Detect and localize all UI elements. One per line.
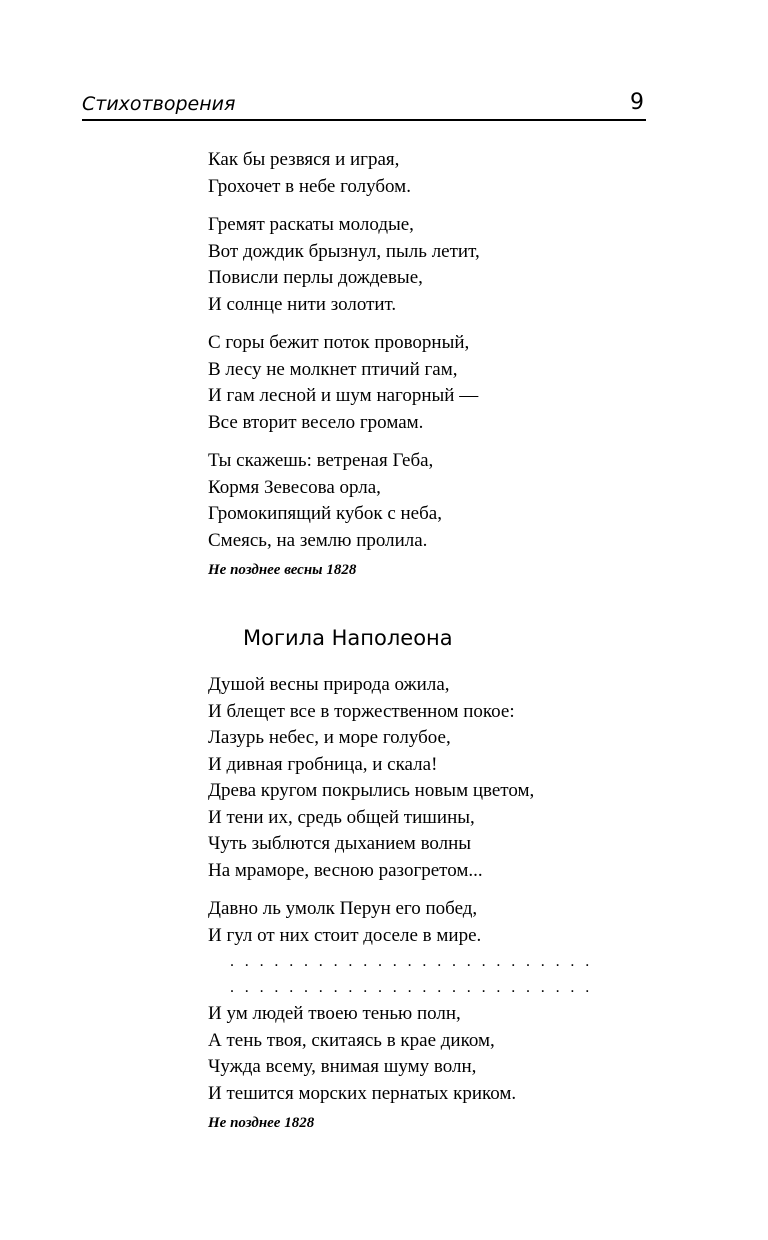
- verse-line: И дивная гробница, и скала!: [208, 753, 438, 775]
- verse-line: Древа кругом покрылись новым цветом,: [208, 780, 535, 801]
- running-head: [82, 88, 646, 122]
- verse-line: Повисли перлы дождевые,: [208, 267, 423, 288]
- verse-line: И тешится морских пернатых криком.: [208, 1082, 517, 1104]
- stanza: [208, 896, 668, 949]
- verse-line: Как бы резвяся и играя,: [208, 149, 400, 170]
- verse-line: Кормя Зевесова орла,: [208, 476, 381, 498]
- omission-marks: [208, 949, 668, 1001]
- header-rule: [82, 119, 646, 121]
- verse-line: Все вторит весело громам.: [208, 411, 424, 433]
- poem-continuation: [208, 147, 668, 580]
- verse-line: На мраморе, весною разогретом...: [208, 859, 483, 881]
- verse-line: Смеясь, на землю пролила.: [208, 529, 428, 551]
- stanza: [208, 330, 668, 436]
- verse-line: И солнце нити золотит.: [208, 293, 397, 315]
- verse-line: И гам лесной и шум нагорный —: [208, 385, 479, 406]
- verse-line: Чуть зыблются дыханием волны: [208, 833, 472, 854]
- poem-date: Не позднее весны 1828: [208, 562, 357, 578]
- stanza: [208, 212, 668, 318]
- verse-line: И ум людей твоею тенью полн,: [208, 1003, 461, 1024]
- verse-line: Гремят раскаты молодые,: [208, 214, 414, 235]
- verse-line: Вот дождик брызнул, пыль летит,: [208, 240, 480, 262]
- verse-line: Ты скажешь: ветреная Геба,: [208, 450, 434, 471]
- verse-line: Давно ль умолк Перун его побед,: [208, 898, 478, 919]
- verse-line: Лазурь небес, и море голубое,: [208, 727, 451, 748]
- ellipsis-line: . . . . . . . . . . . . . . . . . . . . . . . . .: [230, 979, 593, 996]
- verse-line: Душой весны природа ожила,: [208, 674, 450, 695]
- verse-line: Громокипящий кубок с неба,: [208, 503, 442, 524]
- page-number: 9: [630, 90, 644, 115]
- verse-line: Чужда всему, внимая шуму волн,: [208, 1056, 477, 1077]
- verse-line: И тени их, средь общей тишины,: [208, 806, 475, 828]
- ellipsis-line: . . . . . . . . . . . . . . . . . . . . . . . . .: [230, 953, 593, 970]
- stanza: [208, 1001, 668, 1107]
- verse-line: В лесу не молкнет птичий гам,: [208, 358, 458, 380]
- poem-date: Не позднее 1828: [208, 1115, 315, 1131]
- stanza: [208, 672, 668, 884]
- stanza: [208, 448, 668, 554]
- verse-line: А тень твоя, скитаясь в крае диком,: [208, 1029, 495, 1051]
- verse-line: Грохочет в небе голубом.: [208, 175, 411, 197]
- verse-line: И гул от них стоит доселе в мире.: [208, 924, 482, 946]
- poem-title: Могила Наполеона: [243, 626, 453, 650]
- running-title: Стихотворения: [82, 93, 236, 115]
- verse-line: С горы бежит поток проворный,: [208, 332, 470, 353]
- stanza: [208, 147, 668, 200]
- verse-line: И блещет все в торжественном покое:: [208, 700, 515, 722]
- poem-body: [208, 672, 668, 1133]
